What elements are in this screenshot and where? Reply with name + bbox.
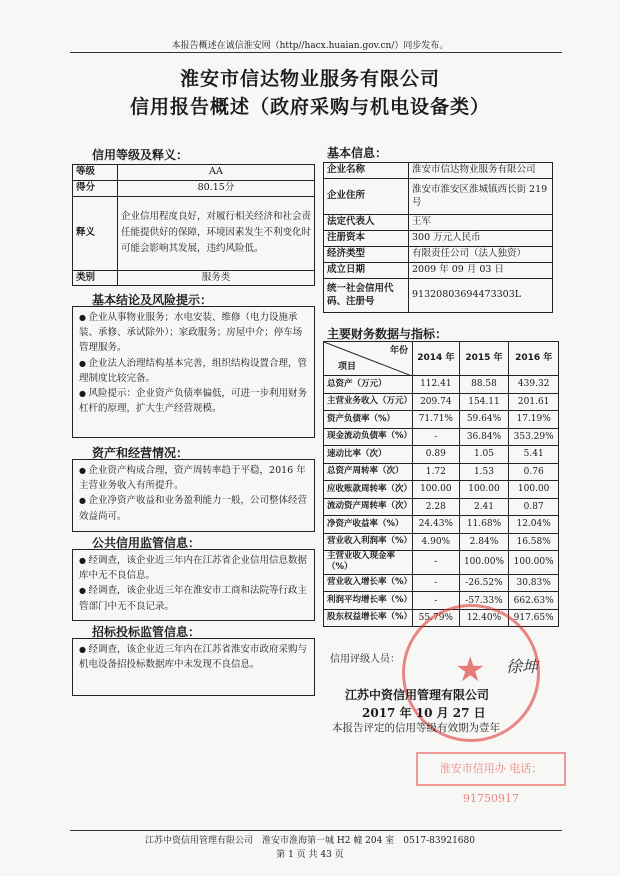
agency-name: 江苏中资信用管理有限公司 — [345, 688, 490, 702]
finance-row-label: 股东权益增长率（%） — [324, 609, 413, 627]
conclusion-item: ● 风险提示：企业资产负债率偏低，可进一步利用财务杠杆的原理，扩大生产经营规模。 — [79, 386, 308, 416]
finance-cell: 2.84% — [459, 533, 509, 551]
finance-cell: 100.00 — [459, 481, 509, 499]
finance-table — [323, 341, 559, 627]
finance-row-label: 流动资产周转率（次） — [324, 498, 413, 516]
table-row — [324, 393, 559, 411]
finance-cell: 55.79% — [413, 609, 460, 627]
basic-value-founded: 2009 年 09 月 03 日 — [409, 263, 553, 279]
conclusion-heading: 基本结论及风险提示： — [92, 293, 213, 307]
basic-value-legal-rep: 王军 — [409, 215, 553, 231]
table-row — [324, 481, 559, 499]
meaning-label: 释义 — [73, 196, 118, 270]
credit-supervision-item: ● 经调查，该企业近三年在淮安市工商和法院等行政主管部门中无不良记录。 — [79, 583, 308, 613]
corner-item-label: 项目 — [338, 361, 357, 372]
finance-cell: 662.63% — [509, 592, 559, 610]
table-row — [324, 446, 559, 464]
finance-row-label: 净资产收益率（%） — [324, 516, 413, 534]
basic-label-legal-rep: 法定代表人 — [324, 215, 409, 231]
table-row — [324, 498, 559, 516]
finance-cell: 2.28 — [413, 498, 460, 516]
finance-row-label: 总资产（万元） — [324, 376, 413, 394]
basic-label-type: 经济类型 — [324, 247, 409, 263]
year-header: 2016 年 — [509, 342, 559, 376]
finance-cell: 4.90% — [413, 533, 460, 551]
finance-cell: - — [413, 551, 460, 575]
finance-cell: - — [413, 574, 460, 592]
assets-item: ● 企业净资产收益和业务盈利能力一般，公司整体经营效益尚可。 — [79, 493, 308, 523]
office-stamp: 淮安市信用办 电话：91750917 — [416, 752, 566, 786]
category-value: 服务类 — [118, 270, 315, 286]
bid-supervision-item: ● 经调查，该企业近三年内在江苏省淮安市政府采购与机电设备招投标数据库中未发现不良信息。 — [79, 642, 308, 672]
company-title: 淮安市信达物业服务有限公司 — [179, 68, 440, 90]
finance-row-label: 总资产周转率（次） — [324, 463, 413, 481]
score-label: 得分 — [73, 180, 118, 196]
table-row — [324, 376, 559, 394]
assets-heading: 资产和经营情况： — [92, 446, 189, 460]
finance-cell: 11.68% — [459, 516, 509, 534]
reviewer-signature: 徐坤 — [506, 657, 539, 676]
finance-cell: 209.74 — [413, 393, 460, 411]
table-row — [324, 428, 559, 446]
finance-cell: 917.65% — [509, 609, 559, 627]
finance-cell: 5.41 — [509, 446, 559, 464]
finance-row-label: 主营业务收入（万元） — [324, 393, 413, 411]
category-label: 类别 — [73, 270, 118, 286]
table-row — [324, 551, 559, 575]
finance-cell: -26.52% — [459, 574, 509, 592]
basic-label-name: 企业名称 — [324, 163, 409, 179]
finance-cell: 100.00% — [509, 551, 559, 575]
footer-contact: 江苏中资信用管理有限公司 淮安市淮海第一城 H2 幢 204 室 0517-83921680 — [145, 836, 475, 846]
basic-info-heading: 基本信息： — [327, 146, 388, 160]
table-row — [324, 592, 559, 610]
validity-note: 本报告评定的信用等级有效期为壹年 — [332, 722, 500, 734]
year-header: 2014 年 — [413, 342, 460, 376]
bid-supervision-box — [72, 638, 315, 696]
finance-cell: 201.61 — [509, 393, 559, 411]
finance-cell: 353.29% — [509, 428, 559, 446]
rating-table — [72, 164, 315, 286]
basic-value-address: 淮安市淮安区淮城镇西长街 219号 — [409, 179, 553, 215]
finance-cell: 0.76 — [509, 463, 559, 481]
finance-heading: 主要财务数据与指标： — [327, 327, 448, 341]
finance-cell: 12.04% — [509, 516, 559, 534]
finance-cell: 1.72 — [413, 463, 460, 481]
finance-cell: 112.41 — [413, 376, 460, 394]
bid-supervision-heading: 招标投标监管信息： — [92, 625, 201, 639]
finance-cell: 1.53 — [459, 463, 509, 481]
year-header: 2015 年 — [459, 342, 509, 376]
table-row — [324, 574, 559, 592]
finance-cell: 71.71% — [413, 411, 460, 429]
conclusion-item: ● 企业从事物业服务；水电安装、维修（电力设施承装、承修、承试除外）；家政服务；房屋中介；停车场管理服务。 — [79, 310, 308, 356]
finance-cell: 16.58% — [509, 533, 559, 551]
finance-cell: 30.83% — [509, 574, 559, 592]
credit-supervision-heading: 公共信用监管信息： — [92, 536, 201, 550]
header-rule — [70, 52, 562, 53]
score-value: 80.15分 — [118, 180, 315, 196]
finance-cell: -57.33% — [459, 592, 509, 610]
basic-value-type: 有限责任公司（法人独资） — [409, 247, 553, 263]
finance-cell: - — [413, 428, 460, 446]
publication-note: 本报告概述在诚信淮安网（http//hacx.huaian.gov.cn/）同步发布。 — [171, 41, 449, 51]
basic-label-address: 企业住所 — [324, 179, 409, 215]
finance-cell: - — [413, 592, 460, 610]
finance-row-label: 应收账款周转率（次） — [324, 481, 413, 499]
level-value: AA — [118, 165, 315, 181]
finance-corner-cell — [324, 342, 413, 376]
finance-cell: 439.32 — [509, 376, 559, 394]
finance-cell: 0.87 — [509, 498, 559, 516]
table-row — [324, 411, 559, 429]
basic-label-capital: 注册资本 — [324, 231, 409, 247]
assets-item: ● 企业资产构成合理，资产周转率趋于平稳，2016 年主营业务收入有所提升。 — [79, 463, 308, 493]
basic-info-table — [323, 162, 553, 313]
rating-heading: 信用等级及释义： — [92, 148, 189, 162]
finance-row-label: 资产负债率（%） — [324, 411, 413, 429]
finance-cell: 12.40% — [459, 609, 509, 627]
table-row — [324, 516, 559, 534]
finance-cell: 24.43% — [413, 516, 460, 534]
credit-supervision-item: ● 经调查，该企业近三年内在江苏省企业信用信息数据库中无不良信息。 — [79, 553, 308, 583]
finance-cell: 100.00 — [509, 481, 559, 499]
basic-label-credit-code: 统一社会信用代码、注册号 — [324, 279, 409, 313]
corner-year-label: 年份 — [389, 346, 408, 356]
finance-row-label: 营业收入增长率（%） — [324, 574, 413, 592]
table-row — [324, 533, 559, 551]
finance-cell: 36.84% — [459, 428, 509, 446]
finance-cell: 88.58 — [459, 376, 509, 394]
report-title: 信用报告概述（政府采购与机电设备类） — [129, 96, 490, 118]
seal-star-icon: ★ — [455, 650, 486, 690]
finance-cell: 100.00 — [413, 481, 460, 499]
finance-cell: 1.05 — [459, 446, 509, 464]
reviewers-label: 信用评级人员： — [330, 654, 400, 665]
finance-row-label: 利润平均增长率（%） — [324, 592, 413, 610]
footer-rule — [70, 830, 562, 831]
footer-page-number: 第 1 页 共 43 页 — [276, 850, 344, 860]
finance-cell: 154.11 — [459, 393, 509, 411]
meaning-value: 企业信用程度良好，对履行相关经济和社会责任能提供好的保障，环境因素发生不利变化时可能会影响其发展，违约风险低。 — [118, 196, 315, 270]
finance-row-label: 主营业收入现金率（%） — [324, 551, 413, 575]
finance-cell: 0.89 — [413, 446, 460, 464]
finance-cell: 100.00% — [459, 551, 509, 575]
finance-row-label: 现金流动负债率（%） — [324, 428, 413, 446]
table-row — [324, 463, 559, 481]
report-date: 2017 年 10 月 27 日 — [362, 706, 486, 720]
level-label: 等级 — [73, 165, 118, 181]
assets-box — [72, 459, 315, 532]
finance-cell: 2.41 — [459, 498, 509, 516]
finance-cell: 17.19% — [509, 411, 559, 429]
basic-label-founded: 成立日期 — [324, 263, 409, 279]
basic-value-capital: 300 万元人民币 — [409, 231, 553, 247]
basic-value-name: 淮安市信达物业服务有限公司 — [409, 163, 553, 179]
conclusion-box — [72, 306, 315, 438]
credit-supervision-box — [72, 549, 315, 621]
finance-row-label: 速动比率（次） — [324, 446, 413, 464]
finance-cell: 59.64% — [459, 411, 509, 429]
finance-row-label: 营业收入利润率（%） — [324, 533, 413, 551]
basic-value-credit-code: 91320803694473303L — [409, 279, 553, 313]
finance-rows — [324, 376, 559, 627]
conclusion-item: ● 企业法人治理结构基本完善，组织结构设置合理，管理制度比较完备。 — [79, 356, 308, 386]
